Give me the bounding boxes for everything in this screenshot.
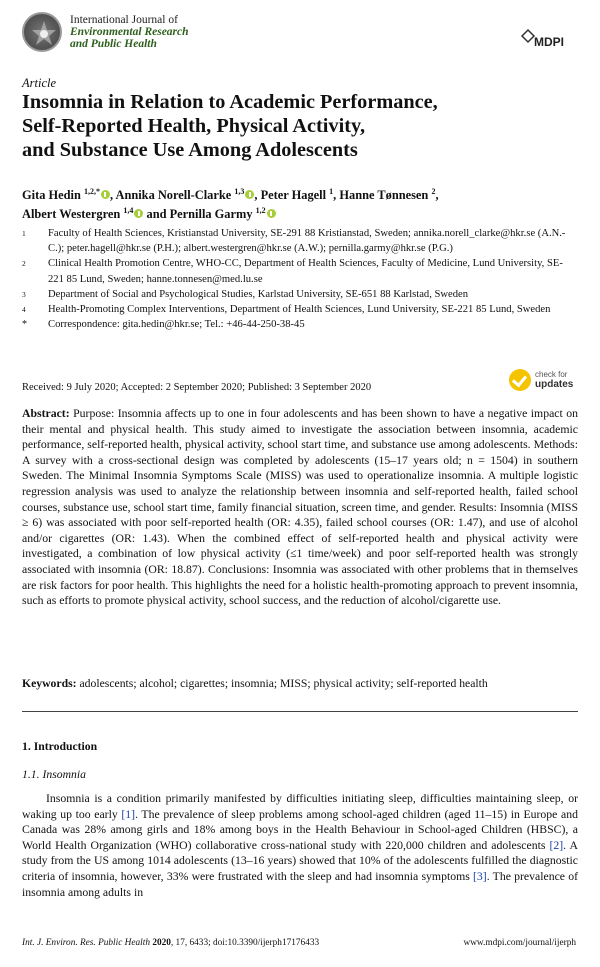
author-joiner: ,: [333, 188, 340, 202]
footer-citation: [22, 938, 319, 948]
affiliation-item: [22, 226, 578, 256]
citation-link[interactable]: [3]: [473, 869, 487, 883]
citation-link[interactable]: [2]: [549, 838, 564, 852]
footer-journal-abbr: Int. J. Environ. Res. Public Health: [22, 938, 150, 948]
subsection-heading: 1.1. Insomnia: [22, 768, 86, 781]
checkmark-icon: [509, 369, 531, 391]
check-for-updates-button[interactable]: [509, 369, 575, 393]
section-divider: [22, 711, 578, 712]
author-affiliation-sup: 1,4: [123, 205, 134, 215]
journal-logo-icon: [22, 12, 62, 52]
author-list: [22, 186, 582, 224]
author-joiner: ,: [435, 188, 439, 202]
journal-header: [22, 12, 578, 58]
author-name[interactable]: Hanne Tønnesen: [339, 188, 429, 202]
introduction-paragraph: [22, 791, 578, 900]
author-affiliation-sup: 2: [431, 186, 436, 196]
author-affiliation-sup: 1,2,*: [83, 186, 100, 196]
affiliation-number: 2: [22, 259, 26, 269]
intro-text: Insomnia is a condition primarily manifested by difficulties initiating sleep, difficulties maintaining sleep, or waking up too early: [22, 792, 578, 821]
affiliation-text: Health-Promoting Complex Interventions, Department of Health Sciences, Lund University, SE-221 85 Lund, Sweden: [48, 304, 551, 316]
affiliation-item: [22, 256, 578, 286]
author-name[interactable]: Albert Westergren: [22, 207, 121, 221]
author-affiliation-sup: 1,3: [234, 186, 245, 196]
correspondence-item: [22, 317, 578, 332]
correspondence-marker: *: [22, 319, 27, 331]
mdpi-logo: [520, 28, 576, 52]
keywords: [22, 677, 578, 690]
orcid-icon[interactable]: [101, 190, 110, 199]
article-type: Article: [22, 76, 57, 90]
journal-name: [70, 14, 189, 50]
journal-name-line3: and Public Health: [70, 38, 157, 50]
author-joiner: and: [143, 207, 170, 221]
intro-text: . A study from the US among 1014 adolescents (13–16 years) showed that 10% of the adolescents fulfilled the diagnostic criteria of insomnia, however, 33% were frustrated with the sleep and had insomnia symptoms: [22, 838, 579, 883]
affiliation-number: 3: [22, 289, 26, 299]
article-title: [22, 90, 582, 162]
citation-link[interactable]: [1]: [121, 807, 136, 821]
affiliation-text: Department of Social and Psychological Studies, Karlstad University, SE-651 88 Karlstad, Sweden: [48, 288, 469, 300]
author-name[interactable]: Peter Hagell: [260, 188, 327, 202]
title-line-2: Self-Reported Health, Physical Activity,: [22, 115, 366, 137]
abstract-label: Abstract:: [22, 407, 70, 420]
affiliation-text: Clinical Health Promotion Centre, WHO-CC, Department of Health Sciences, Faculty of Medicine, Lund University, SE-221 85 Lund, Sweden; hanne.tonnesen@med.lu.se: [48, 258, 563, 285]
title-line-1: Insomnia in Relation to Academic Performance,: [22, 91, 438, 113]
correspondence-text: Correspondence: gita.hedin@hkr.se; Tel.: +46-44-250-38-45: [48, 319, 305, 331]
check-updates-line2: updates: [535, 379, 574, 390]
footer-journal-url[interactable]: www.mdpi.com/journal/ijerph: [463, 938, 576, 948]
author-affiliation-sup: 1: [329, 186, 334, 196]
keywords-label: Keywords:: [22, 677, 77, 690]
affiliation-list: [22, 226, 578, 332]
author-name[interactable]: Annika Norell-Clarke: [115, 188, 232, 202]
title-line-3: and Substance Use Among Adolescents: [22, 139, 358, 161]
check-updates-line1: check for: [535, 370, 568, 379]
mdpi-logo-text: MDPI: [534, 35, 564, 49]
author-name[interactable]: Pernilla Garmy: [169, 207, 253, 221]
affiliation-number: 4: [22, 305, 26, 315]
author-affiliation-sup: 1,2: [255, 205, 266, 215]
footer-year: 2020: [152, 938, 171, 948]
intro-text: . The prevalence of insomnia among adults in: [22, 869, 579, 899]
footer-volume-doi: , 17, 6433; doi:10.3390/ijerph17176433: [170, 938, 320, 948]
affiliation-item: [22, 302, 578, 317]
section-heading: 1. Introduction: [22, 740, 98, 753]
author-joiner: ,: [254, 188, 261, 202]
affiliation-item: [22, 287, 578, 302]
author-joiner: ,: [109, 188, 116, 202]
intro-text: . The prevalence of sleep problems among school-aged children (aged 11–15) in Europe and Canada was 28% among girls and 18% among boys in the Health Behaviour in School-aged Children (HBSC), a World Health Organization (WHO) collaborative cross-national study with 220,000 children and adolescents: [22, 807, 578, 852]
journal-name-line2: Environmental Research: [70, 26, 189, 38]
abstract: [22, 406, 578, 609]
author-name[interactable]: Gita Hedin: [22, 188, 81, 202]
abstract-text: Purpose: Insomnia affects up to one in four adolescents and has been shown to have a negative impact on their mental and physical health. This study aimed to investigate the association between insomnia, academic performance, self-reported health, physical activity, school start time, and substance use among adolescents. Methods: A survey with a cross-sectional design was completed by adolescents (15–17 years old; n = 1504) in southern Sweden. The Minimal Insomnia Symptoms Scale (MISS) was used to operationalize insomnia. A multiple logistic regression analysis was used to analyze the relationship between insomnia and self-reported health, failed school courses, substance use, school start time, family financial situation, screen time, and gender. Results: Insomnia (MISS ≥ 6) was associated with poor self-reported health (OR: 4.35), failed school courses (OR: 1.47), and use of alcohol and/or cigarettes (OR: 1.43). When the combined effect of self-reported health and physical activity were investigated, a combination of low physical activity (≤1 time/week) and poor self-reported health was strongly associated with insomnia (OR: 18.87). Conclusions: Insomnia was associated with other problems that in themselves are risk factors for poor health. This highlights the need for a holistic health-promoting approach to prevent insomnia, such as efforts to promote physical activity, school success, and the reduction of alcohol/cigarette use.: [22, 407, 579, 608]
keywords-text: adolescents; alcohol; cigarettes; insomnia; MISS; physical activity; self-reported health: [79, 677, 488, 690]
affiliation-text: Faculty of Health Sciences, Kristianstad University, SE-291 88 Kristianstad, Sweden; annika.norell_clarke@hkr.se (A.N.-C.); peter.hagell@hkr.se (P.H.); albert.westergren@hkr.se (A.W.); pernilla.garmy@hkr.se (P.G.): [48, 228, 566, 255]
publication-dates: Received: 9 July 2020; Accepted: 2 September 2020; Published: 3 September 2020: [22, 382, 372, 393]
journal-name-line1: International Journal of: [70, 14, 178, 26]
affiliation-number: 1: [22, 229, 26, 238]
orcid-icon[interactable]: [267, 209, 276, 218]
